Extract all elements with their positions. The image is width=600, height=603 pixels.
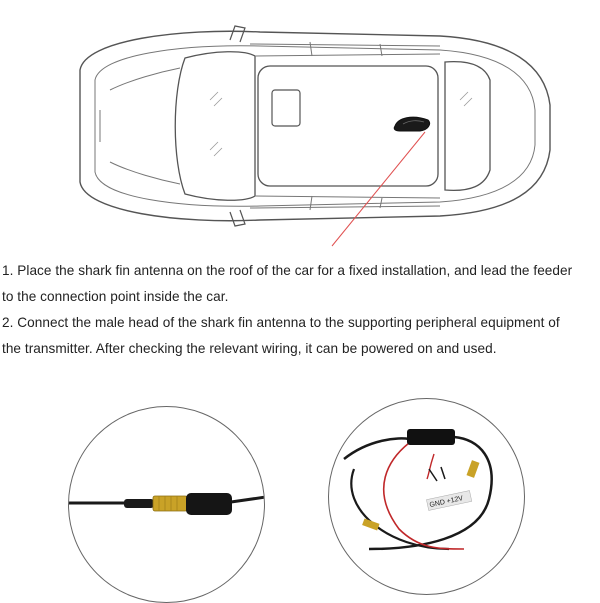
rear-window <box>445 62 490 191</box>
shark-fin-antenna <box>394 117 429 131</box>
module-label: GND +12V <box>429 495 464 510</box>
sunroof <box>272 90 300 126</box>
step-1-line-1: 1. Place the shark fin antenna on the roof of the car for a fixed installation, and lead the feeder <box>2 263 573 278</box>
car-outline-drawing <box>40 10 560 250</box>
step-2-line-2: the transmitter. After checking the relevant wiring, it can be powered on and used. <box>2 341 497 356</box>
wiring-harness-photo <box>328 398 525 595</box>
car-top-view-illustration <box>40 10 560 250</box>
step-1-line-2: to the connection point inside the car. <box>2 289 229 304</box>
mirror-bottom <box>230 210 245 226</box>
instructions <box>2 258 600 362</box>
inline-module <box>407 429 455 445</box>
black-plug <box>186 493 232 515</box>
car-body <box>80 31 550 220</box>
connector-illustration <box>69 407 265 603</box>
windshield <box>175 52 255 201</box>
gold-connector <box>153 496 187 511</box>
connector-photo <box>68 406 265 603</box>
sma-connector-top <box>467 460 480 478</box>
step-2-line-1: 2. Connect the male head of the shark fin antenna to the supporting peripheral equipment of <box>2 315 560 330</box>
sma-connector-bottom <box>362 518 379 530</box>
mirror-top <box>230 26 245 42</box>
antenna-pointer-line <box>332 132 425 246</box>
wiring-harness-illustration <box>329 399 525 595</box>
